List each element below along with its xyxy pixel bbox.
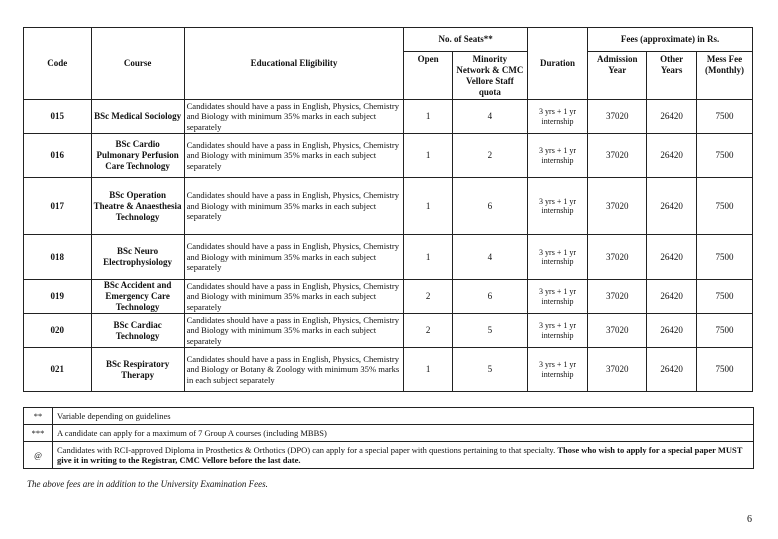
cell-code: 017 [24,178,92,235]
cell-admission-fee: 37020 [588,348,647,392]
page-number: 6 [747,514,752,525]
header-duration: Duration [527,28,587,100]
cell-open: 1 [404,235,453,280]
cell-mess-fee: 7500 [696,178,752,235]
note-symbol: ** [24,408,53,425]
cell-mess-fee: 7500 [696,280,752,314]
cell-code: 021 [24,348,92,392]
cell-minority: 5 [452,348,527,392]
cell-admission-fee: 37020 [588,314,647,348]
cell-eligibility: Candidates should have a pass in English, Physics, Chemistry and Biology with minimum 35% marks in each subject separately [184,235,404,280]
cell-admission-fee: 37020 [588,100,647,134]
cell-eligibility: Candidates should have a pass in English, Physics, Chemistry and Biology with minimum 35% marks in each subject separately [184,178,404,235]
cell-admission-fee: 37020 [588,178,647,235]
cell-eligibility: Candidates should have a pass in English, Physics, Chemistry and Biology with minimum 35% marks in each subject separately [184,100,404,134]
cell-mess-fee: 7500 [696,314,752,348]
courses-table [23,27,753,392]
note-row [24,408,754,425]
cell-mess-fee: 7500 [696,100,752,134]
note-text: Candidates with RCI-approved Diploma in Prosthetics & Orthotics (DPO) can apply for a special paper with questions pertaining to that specialty. [57,445,558,455]
cell-minority: 6 [452,280,527,314]
cell-duration: 3 yrs + 1 yr internship [527,280,587,314]
note-text: A candidate can apply for a maximum of 7 Group A courses (including MBBS) [57,428,327,438]
note-text-cell [53,425,754,442]
note-text-cell [53,442,754,469]
cell-eligibility: Candidates should have a pass in English, Physics, Chemistry and Biology or Botany & Zoology with minimum 35% marks in each subject separately [184,348,404,392]
cell-other-years-fee: 26420 [647,100,697,134]
footer-note: The above fees are in addition to the University Examination Fees. [27,479,268,489]
header-other-years: Other Years [647,52,697,100]
note-symbol: @ [24,442,53,469]
note-text-cell [53,408,754,425]
header-fees: Fees (approximate) in Rs. [588,28,753,52]
cell-admission-fee: 37020 [588,134,647,178]
table-row [24,348,753,392]
cell-duration: 3 yrs + 1 yr internship [527,100,587,134]
cell-code: 020 [24,314,92,348]
cell-course: BSc Cardio Pulmonary Perfusion Care Technology [91,134,184,178]
table-row [24,314,753,348]
cell-duration: 3 yrs + 1 yr internship [527,348,587,392]
cell-minority: 2 [452,134,527,178]
header-open: Open [404,52,453,100]
cell-eligibility: Candidates should have a pass in English, Physics, Chemistry and Biology with minimum 35% marks in each subject separately [184,134,404,178]
cell-admission-fee: 37020 [588,235,647,280]
cell-other-years-fee: 26420 [647,235,697,280]
cell-duration: 3 yrs + 1 yr internship [527,235,587,280]
cell-code: 018 [24,235,92,280]
cell-eligibility: Candidates should have a pass in English, Physics, Chemistry and Biology with minimum 35% marks in each subject separately [184,280,404,314]
cell-code: 015 [24,100,92,134]
header-course: Course [91,28,184,100]
cell-admission-fee: 37020 [588,280,647,314]
header-minority: Minority Network & CMC Vellore Staff quota [452,52,527,100]
note-row [24,442,754,469]
cell-open: 1 [404,100,453,134]
cell-eligibility: Candidates should have a pass in English, Physics, Chemistry and Biology with minimum 35% marks in each subject separately [184,314,404,348]
notes-table [23,407,754,469]
table-row [24,235,753,280]
cell-course: BSc Cardiac Technology [91,314,184,348]
header-mess-fee: Mess Fee (Monthly) [696,52,752,100]
cell-open: 1 [404,178,453,235]
table-row [24,280,753,314]
note-text: Variable depending on guidelines [57,411,171,421]
cell-open: 1 [404,348,453,392]
cell-mess-fee: 7500 [696,235,752,280]
table-row [24,100,753,134]
header-seats: No. of Seats** [404,28,528,52]
cell-open: 1 [404,134,453,178]
header-eligibility: Educational Eligibility [184,28,404,100]
note-symbol: *** [24,425,53,442]
note-bold-text: Those who wish to apply for a special paper MUST give it in writing to the Registrar, CMC Vellore before the last date. [57,445,743,465]
table-row [24,178,753,235]
cell-other-years-fee: 26420 [647,280,697,314]
cell-open: 2 [404,280,453,314]
note-row [24,425,754,442]
header-admission-year: Admission Year [588,52,647,100]
cell-course: BSc Medical Sociology [91,100,184,134]
cell-other-years-fee: 26420 [647,178,697,235]
cell-other-years-fee: 26420 [647,134,697,178]
cell-code: 019 [24,280,92,314]
cell-minority: 4 [452,100,527,134]
cell-duration: 3 yrs + 1 yr internship [527,314,587,348]
cell-code: 016 [24,134,92,178]
table-row [24,134,753,178]
cell-mess-fee: 7500 [696,134,752,178]
cell-minority: 6 [452,178,527,235]
cell-minority: 4 [452,235,527,280]
cell-other-years-fee: 26420 [647,348,697,392]
cell-mess-fee: 7500 [696,348,752,392]
cell-course: BSc Respiratory Therapy [91,348,184,392]
cell-course: BSc Neuro Electrophysiology [91,235,184,280]
cell-duration: 3 yrs + 1 yr internship [527,178,587,235]
cell-other-years-fee: 26420 [647,314,697,348]
cell-course: BSc Operation Theatre & Anaesthesia Technology [91,178,184,235]
cell-open: 2 [404,314,453,348]
cell-course: BSc Accident and Emergency Care Technology [91,280,184,314]
cell-duration: 3 yrs + 1 yr internship [527,134,587,178]
cell-minority: 5 [452,314,527,348]
header-code: Code [24,28,92,100]
